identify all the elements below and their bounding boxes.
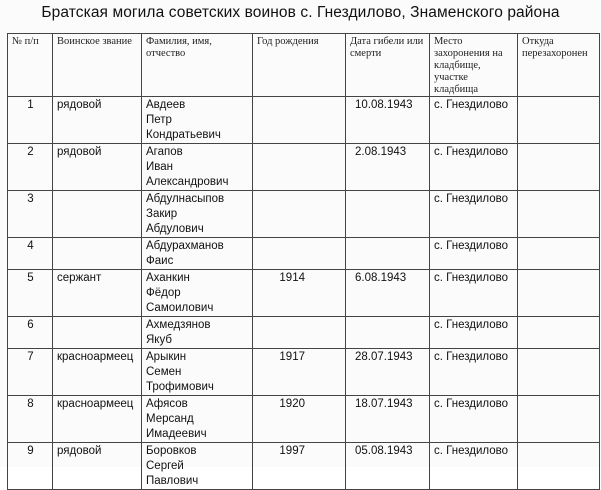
death-date-cell: 18.07.1943 [346,396,430,443]
reburied-from-cell [518,270,600,317]
death-date-cell: 6.08.1943 [346,270,430,317]
row-number-cell: 8 [8,396,53,443]
row-number-cell: 1 [8,97,53,144]
page-title: Братская могила советских воинов с. Гнездилово, Знаменского района [41,4,560,21]
burial-place-cell: с. Гнездилово [430,396,518,443]
burial-roster-table [7,33,600,490]
name-part: Кондратьевич [146,129,221,141]
name-part: Абдулнасыпов [146,193,225,205]
table-row [8,443,600,490]
rank-cell [53,191,142,238]
column-header-birth-year: Год рождения [253,34,346,97]
name-part: Мерсанд [146,413,194,425]
birth-year-cell [253,144,346,191]
rank-cell: рядовой [53,443,142,490]
birth-year-cell [253,97,346,144]
birth-year-cell [253,238,346,270]
row-number-cell: 4 [8,238,53,270]
rank-cell [53,238,142,270]
death-date-cell [346,317,430,349]
burial-place-cell: с. Гнездилово [430,144,518,191]
name-part: Якуб [146,334,172,346]
reburied-from-cell [518,396,600,443]
full-name-cell [142,238,253,270]
name-part: Самоилович [146,302,214,314]
row-number-cell: 3 [8,191,53,238]
birth-year-cell [253,191,346,238]
burial-place-cell: с. Гнездилово [430,270,518,317]
death-date-cell: 28.07.1943 [346,349,430,396]
rank-cell: рядовой [53,97,142,144]
name-part: Закир [146,208,178,220]
full-name-cell [142,191,253,238]
reburied-from-cell [518,443,600,490]
column-header-death-date: Дата гибели или смерти [346,34,430,97]
name-part: Агапов [146,146,183,158]
birth-year-cell: 1917 [253,349,346,396]
roster-body [8,97,600,490]
full-name-cell [142,317,253,349]
birth-year-cell [253,317,346,349]
name-part: Семен [146,366,182,378]
name-part: Трофимович [146,381,214,393]
row-number-cell: 5 [8,270,53,317]
name-part: Абдурахманов [146,240,224,252]
name-part: Ахмедзянов [146,319,211,331]
column-header-full-name: Фамилия, имя, отчество [142,34,253,97]
reburied-from-cell [518,238,600,270]
name-part: Имадеевич [146,428,207,440]
row-number-cell: 2 [8,144,53,191]
reburied-from-cell [518,97,600,144]
full-name-cell [142,396,253,443]
name-part: Александрович [146,176,229,188]
birth-year-cell: 1914 [253,270,346,317]
row-number-cell: 6 [8,317,53,349]
death-date-cell: 05.08.1943 [346,443,430,490]
death-date-cell: 2.08.1943 [346,144,430,191]
table-row [8,396,600,443]
burial-place-cell: с. Гнездилово [430,443,518,490]
full-name-cell [142,443,253,490]
name-part: Арыкин [146,351,187,363]
reburied-from-cell [518,191,600,238]
rank-cell: красноармеец [53,396,142,443]
name-part: Павлович [146,475,199,487]
burial-place-cell: с. Гнездилово [430,238,518,270]
full-name-cell [142,144,253,191]
column-header-burial-place: Место захоронения на кладбище, участке кладбища [430,34,518,97]
full-name-cell [142,97,253,144]
burial-place-cell: с. Гнездилово [430,97,518,144]
table-row [8,317,600,349]
name-part: Фаис [146,255,174,267]
table-row [8,191,600,238]
birth-year-cell: 1920 [253,396,346,443]
table-row [8,238,600,270]
full-name-cell [142,270,253,317]
name-part: Афясов [146,398,188,410]
full-name-cell [142,349,253,396]
table-row [8,270,600,317]
name-part: Аханкин [146,272,190,284]
name-part: Боровков [146,445,197,457]
death-date-cell [346,238,430,270]
name-part: Иван [146,161,173,173]
row-number-cell: 7 [8,349,53,396]
table-row [8,97,600,144]
header-row [8,34,600,97]
column-header-reburied-from: Откуда перезахоронен [518,34,600,97]
table-row [8,144,600,191]
name-part: Абдулович [146,223,204,235]
table-row [8,349,600,396]
reburied-from-cell [518,317,600,349]
rank-cell: сержант [53,270,142,317]
rank-cell: рядовой [53,144,142,191]
burial-place-cell: с. Гнездилово [430,349,518,396]
burial-place-cell: с. Гнездилово [430,191,518,238]
name-part: Авдеев [146,99,186,111]
reburied-from-cell [518,349,600,396]
death-date-cell: 10.08.1943 [346,97,430,144]
name-part: Сергей [146,460,184,472]
death-date-cell [346,191,430,238]
name-part: Фёдор [146,287,181,299]
burial-place-cell: с. Гнездилово [430,317,518,349]
rank-cell [53,317,142,349]
name-part: Петр [146,114,172,126]
row-number-cell: 9 [8,443,53,490]
column-header-rank: Воинское звание [53,34,142,97]
column-header-number: № п/п [8,34,53,97]
birth-year-cell: 1997 [253,443,346,490]
rank-cell: красноармеец [53,349,142,396]
reburied-from-cell [518,144,600,191]
